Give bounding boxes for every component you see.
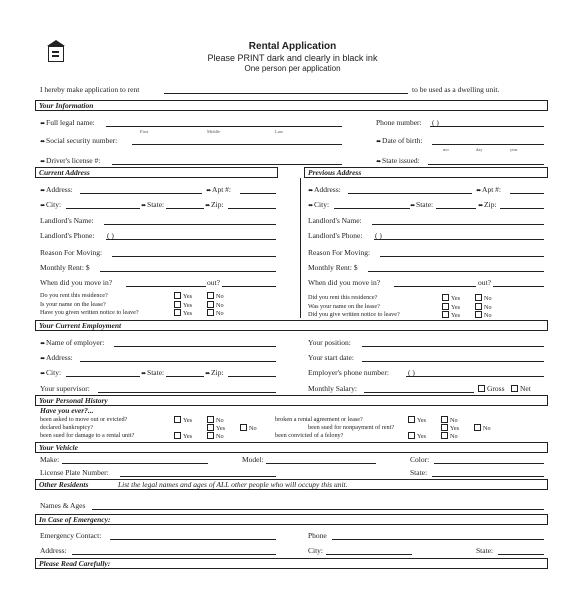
cur-state-field[interactable] xyxy=(166,208,204,209)
emergency-state-field[interactable] xyxy=(498,554,544,555)
phone-parens: ( ) xyxy=(432,118,439,127)
start-date-label: Your start date: xyxy=(308,353,354,362)
emp-city-field[interactable] xyxy=(66,376,140,377)
section-read-carefully: Please Read Carefully: xyxy=(35,558,548,569)
history-q5-yes[interactable]: Yes xyxy=(441,424,459,433)
color-label: Color: xyxy=(410,455,430,464)
plate-label: License Plate Number: xyxy=(40,468,109,477)
rental-address-field[interactable] xyxy=(164,93,408,94)
emergency-city-label: City: xyxy=(308,546,324,555)
prev-q3-yes[interactable]: Yes xyxy=(442,311,460,320)
plate-field[interactable] xyxy=(120,476,276,477)
prev-landlord-phone-label: Landlord's Phone: xyxy=(308,231,363,240)
section-emergency: In Case of Emergency: xyxy=(35,514,548,525)
full-name-field[interactable] xyxy=(106,126,342,127)
emergency-contact-field[interactable] xyxy=(110,539,276,540)
arrow-icon: ⬌ xyxy=(40,356,46,362)
arrow-icon: ⬌ xyxy=(205,371,211,377)
prev-moveout-field[interactable] xyxy=(493,286,544,287)
emp-state-field[interactable] xyxy=(166,376,204,377)
cur-apt-label: ⬌Apt #: xyxy=(206,185,231,194)
arrow-icon: ⬌ xyxy=(206,188,212,194)
arrow-icon: ⬌ xyxy=(40,139,46,145)
prev-movein-label: When did you move in? xyxy=(308,278,381,287)
cur-q1-yes[interactable]: Yes xyxy=(174,292,192,301)
history-q4: broken a rental agreement or lease? xyxy=(275,416,363,423)
phone-field[interactable] xyxy=(430,126,544,127)
prev-state-field[interactable] xyxy=(436,208,476,209)
history-q3: been sued for damage to a rental unit? xyxy=(40,432,135,439)
cur-apt-field[interactable] xyxy=(240,193,276,194)
prev-state-label: ⬌State: xyxy=(410,200,434,209)
history-q1: been asked to move out or evicted? xyxy=(40,416,128,423)
emergency-address-label: Address: xyxy=(40,546,67,555)
cur-address-label: ⬌Address: xyxy=(40,185,73,194)
prev-q1-no[interactable]: No xyxy=(475,294,492,303)
prev-landlord-phone-parens: ( ) xyxy=(375,231,382,240)
first-sublabel: First xyxy=(140,129,149,134)
dob-field[interactable] xyxy=(432,144,544,145)
history-q6: been convicted of a felony? xyxy=(275,432,344,439)
middle-sublabel: Middle xyxy=(207,129,220,134)
arrow-icon: ⬌ xyxy=(376,159,382,165)
cur-zip-field[interactable] xyxy=(228,208,276,209)
phone-label: Phone number: xyxy=(376,118,422,127)
history-q6-yes[interactable]: Yes xyxy=(408,432,426,441)
names-ages-label: Names & Ages xyxy=(40,501,86,510)
start-date-field[interactable] xyxy=(362,361,544,362)
cur-city-field[interactable] xyxy=(66,208,140,209)
state-issued-label: ⬌State issued: xyxy=(376,156,420,165)
prev-apt-field[interactable] xyxy=(510,193,544,194)
history-q2-no[interactable]: No xyxy=(240,424,257,433)
prev-landlord-name-field[interactable] xyxy=(372,224,544,225)
arrow-icon: ⬌ xyxy=(476,188,482,194)
section-other-residents: Other Residents List the legal names and ages of ALL other people who will occupy this unit. xyxy=(35,479,548,490)
cur-state-label: ⬌State: xyxy=(141,200,165,209)
ssn-field[interactable] xyxy=(132,144,342,145)
cur-q3-yes[interactable]: Yes xyxy=(174,309,192,318)
supervisor-label: Your supervisor: xyxy=(40,384,90,393)
arrow-icon: ⬌ xyxy=(40,159,46,165)
emp-address-label: ⬌Address: xyxy=(40,353,73,362)
arrow-icon: ⬌ xyxy=(40,203,46,209)
cur-city-label: ⬌City: xyxy=(40,200,62,209)
model-label: Model: xyxy=(242,455,264,464)
cur-q1: Do you rent this residence? xyxy=(40,292,108,299)
arrow-icon: ⬌ xyxy=(478,203,484,209)
emergency-state-label: State: xyxy=(476,546,494,555)
cur-moveout-label: out? xyxy=(207,278,220,287)
cur-landlord-phone-label: Landlord's Phone: xyxy=(40,231,95,240)
prev-q2-yes[interactable]: Yes xyxy=(442,303,460,312)
prev-landlord-phone-field[interactable] xyxy=(374,239,544,240)
emp-state-label: ⬌State: xyxy=(141,368,165,377)
arrow-icon: ⬌ xyxy=(308,188,314,194)
emp-phone-label: Employer's phone number: xyxy=(308,368,389,377)
prev-city-label: ⬌City: xyxy=(308,200,330,209)
ssn-label: ⬌Social security number: xyxy=(40,136,118,145)
section-your-vehicle: Your Vehicle xyxy=(35,442,548,453)
position-label: Your position: xyxy=(308,338,351,347)
section-personal-history: Your Personal History xyxy=(35,395,548,406)
cur-movein-field[interactable] xyxy=(126,286,206,287)
history-q1-yes[interactable]: Yes xyxy=(174,416,192,425)
section-previous-address: Previous Address xyxy=(304,167,548,178)
arrow-icon: ⬌ xyxy=(40,188,46,194)
cur-landlord-name-label: Landlord's Name: xyxy=(40,216,94,225)
make-field[interactable] xyxy=(62,463,208,464)
make-label: Make: xyxy=(40,455,60,464)
arrow-icon: ⬌ xyxy=(40,121,46,127)
arrow-icon: ⬌ xyxy=(141,203,147,209)
arrow-icon: ⬌ xyxy=(40,341,46,347)
arrow-icon: ⬌ xyxy=(40,371,46,377)
cur-moveout-field[interactable] xyxy=(222,286,276,287)
section-current-employment: Your Current Employment xyxy=(35,320,548,331)
history-q1-no[interactable]: No xyxy=(207,416,224,425)
cur-movein-label: When did you move in? xyxy=(40,278,113,287)
employer-field[interactable] xyxy=(114,346,276,347)
cur-q1-no[interactable]: No xyxy=(207,292,224,301)
color-field[interactable] xyxy=(434,463,544,464)
section-current-address: Current Address xyxy=(35,167,278,178)
prev-reason-field[interactable] xyxy=(380,256,544,257)
state-issued-field[interactable] xyxy=(428,164,544,165)
prev-q2: Was your name on the lease? xyxy=(308,303,380,310)
intro-prefix: I hereby make application to rent xyxy=(40,85,140,94)
prev-q1: Did you rent this residence? xyxy=(308,294,378,301)
column-divider xyxy=(300,178,301,318)
history-q2: declared bankruptcy? xyxy=(40,424,94,431)
prev-q2-no[interactable]: No xyxy=(475,303,492,312)
prev-city-field[interactable] xyxy=(334,208,410,209)
intro-suffix: to be used as a dwelling unit. xyxy=(412,85,500,94)
cur-landlord-name-field[interactable] xyxy=(104,224,276,225)
emergency-contact-label: Emergency Contact: xyxy=(40,531,102,540)
cur-rent-field[interactable] xyxy=(100,271,276,272)
cur-rent-label: Monthly Rent: $ xyxy=(40,263,90,272)
emergency-city-field[interactable] xyxy=(326,554,412,555)
cur-q2: Is your name on the lease? xyxy=(40,301,106,308)
prev-apt-label: ⬌Apt #: xyxy=(476,185,501,194)
prev-reason-label: Reason For Moving: xyxy=(308,248,371,257)
prev-q3: Did you give written notice to leave? xyxy=(308,311,400,318)
prev-landlord-name-label: Landlord's Name: xyxy=(308,216,362,225)
prev-movein-field[interactable] xyxy=(394,286,476,287)
history-q4-yes[interactable]: Yes xyxy=(408,416,426,425)
license-label: ⬌Driver's license #: xyxy=(40,156,101,165)
license-field[interactable] xyxy=(112,164,342,165)
emergency-phone-field[interactable] xyxy=(332,539,544,540)
history-q5: been sued for nonpayment of rent? xyxy=(308,424,395,431)
arrow-icon: ⬌ xyxy=(141,371,147,377)
last-sublabel: Last xyxy=(275,129,283,134)
cur-q2-yes[interactable]: Yes xyxy=(174,301,192,310)
cur-reason-label: Reason For Moving: xyxy=(40,248,103,257)
cur-q3: Have you given written notice to leave? xyxy=(40,309,139,316)
emp-address-field[interactable] xyxy=(80,361,276,362)
cur-q3-no[interactable]: No xyxy=(207,309,224,318)
vehicle-state-field[interactable] xyxy=(432,476,544,477)
names-ages-field[interactable] xyxy=(92,509,544,510)
form-subtitle: Please PRINT dark and clearly in black ink xyxy=(207,53,378,63)
model-field[interactable] xyxy=(266,463,376,464)
emp-city-label: ⬌City: xyxy=(40,368,62,377)
cur-q2-no[interactable]: No xyxy=(207,301,224,310)
prev-zip-field[interactable] xyxy=(500,208,544,209)
dob-year-sublabel: year xyxy=(510,147,518,152)
section-your-information: Your Information xyxy=(35,100,548,111)
arrow-icon: ⬌ xyxy=(205,203,211,209)
arrow-icon: ⬌ xyxy=(376,139,382,145)
cur-reason-field[interactable] xyxy=(112,256,276,257)
history-q3-yes[interactable]: Yes xyxy=(174,432,192,441)
prev-rent-field[interactable] xyxy=(368,271,544,272)
prev-q1-yes[interactable]: Yes xyxy=(442,294,460,303)
dob-label: ⬌Date of birth: xyxy=(376,136,423,145)
emp-zip-field[interactable] xyxy=(228,376,276,377)
dob-month-sublabel: mo xyxy=(443,147,449,152)
prev-address-label: ⬌Address: xyxy=(308,185,341,194)
history-heading: Have you ever?... xyxy=(40,406,94,415)
emergency-phone-label: Phone xyxy=(308,531,327,540)
prev-zip-label: ⬌Zip: xyxy=(478,200,497,209)
gross-checkbox[interactable]: Gross xyxy=(478,384,505,394)
dob-day-sublabel: day xyxy=(476,147,483,152)
salary-field[interactable] xyxy=(364,392,474,393)
form-note: One person per application xyxy=(244,64,341,73)
supervisor-field[interactable] xyxy=(98,392,276,393)
emergency-address-field[interactable] xyxy=(72,554,276,555)
emp-phone-parens: ( ) xyxy=(408,368,415,377)
arrow-icon: ⬌ xyxy=(410,203,416,209)
prev-moveout-label: out? xyxy=(478,278,491,287)
position-field[interactable] xyxy=(362,346,544,347)
form-title: Rental Application xyxy=(248,41,337,52)
cur-landlord-phone-parens: ( ) xyxy=(107,231,114,240)
full-name-label: ⬌Full legal name: xyxy=(40,118,95,127)
cur-zip-label: ⬌Zip: xyxy=(205,200,224,209)
cur-landlord-phone-field[interactable] xyxy=(106,239,276,240)
history-q4-no[interactable]: No xyxy=(441,416,458,425)
prev-address-field[interactable] xyxy=(348,193,472,194)
history-q6-no[interactable]: No xyxy=(441,432,458,441)
emp-zip-label: ⬌Zip: xyxy=(205,368,224,377)
prev-q3-no[interactable]: No xyxy=(475,311,492,320)
net-checkbox[interactable]: Net xyxy=(511,384,531,394)
vehicle-state-label: State: xyxy=(410,468,428,477)
employer-label: ⬌Name of employer: xyxy=(40,338,105,347)
prev-rent-label: Monthly Rent: $ xyxy=(308,263,358,272)
emp-phone-field[interactable] xyxy=(406,376,544,377)
history-q2-yes[interactable]: Yes xyxy=(207,424,225,433)
salary-label: Monthly Salary: xyxy=(308,384,357,393)
history-q3-no[interactable]: No xyxy=(207,432,224,441)
arrow-icon: ⬌ xyxy=(308,203,314,209)
cur-address-field[interactable] xyxy=(80,193,202,194)
history-q5-no[interactable]: No xyxy=(474,424,491,433)
